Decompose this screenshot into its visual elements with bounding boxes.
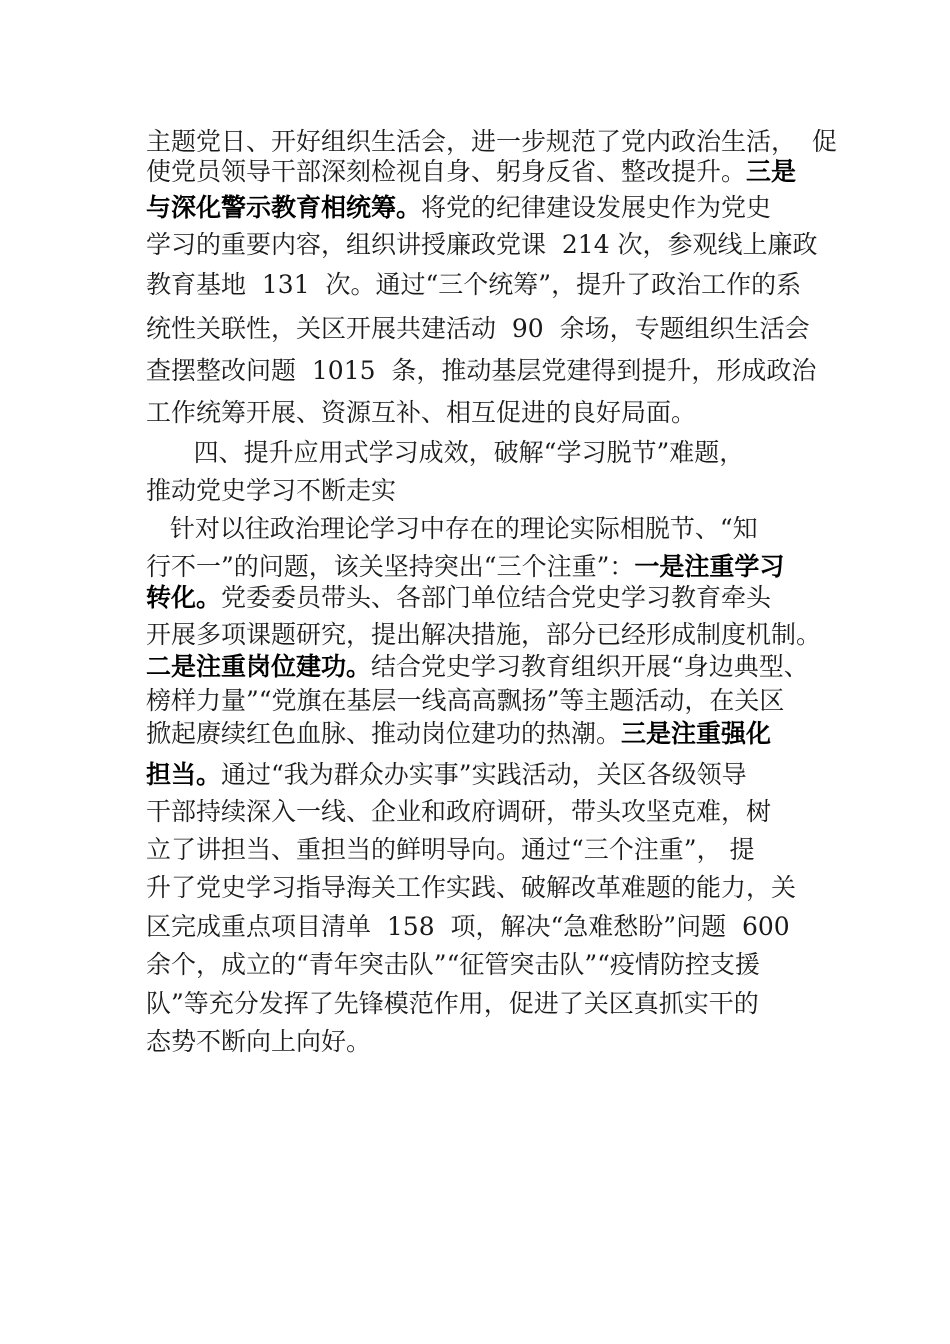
text-line [146,127,837,157]
text-line [146,398,696,428]
text-run: 结合党史学习教育组织开展“身边典型、 [371,652,809,681]
bold-run: 三是注重强化 [621,719,772,748]
text-run: 主题党日、开好组织生活会，进一步规范了党内政治生活， 促 [146,127,837,156]
text-run: 余个，成立的“青年突击队”“征管突击队”“疫情防控支援 [146,950,760,979]
text-run: 查摆整改问题 1015 条，推动基层党建得到提升，形成政治 [146,356,817,385]
text-line [146,989,759,1019]
section-heading-line [146,476,396,506]
text-line [146,314,810,344]
text-run: 针对以往政治理论学习中存在的理论实际相脱节、“知 [146,514,758,543]
text-run: 态势不断向上向好。 [146,1027,372,1056]
section-heading-line [146,438,744,468]
text-line [146,873,796,903]
text-run: 升了党史学习指导海关工作实践、破解改革难题的能力，关 [146,873,797,902]
text-line [146,620,821,650]
text-run: 掀起赓续红色血脉、推动岗位建功的热潮。 [146,719,622,748]
bold-run: 二是注重岗位建功。 [146,652,372,681]
text-run: 立了讲担当、重担当的鲜明导向。通过“三个注重”， 提 [146,835,755,864]
text-run: 将党的纪律建设发展史作为党史 [421,193,772,222]
text-line [146,912,790,942]
text-line [146,552,784,582]
text-run: 学习的重要内容，组织讲授廉政党课 214 次，参观线上廉政 [146,230,818,259]
bold-run: 担当。 [146,760,222,789]
text-run: 榜样力量”“党旗在基层一线高高飘扬”等主题活动，在关区 [146,686,785,715]
bold-run: 一是注重学习 [634,552,785,581]
text-line [146,1027,371,1057]
text-line [146,686,784,716]
text-line [146,270,801,300]
text-run: 区完成重点项目清单 158 项，解决“急难愁盼”问题 600 [146,912,790,941]
text-line [146,583,771,613]
text-line [146,652,809,682]
text-run: 统性关联性，关区开展共建活动 90 余场，专题组织生活会 [146,314,810,343]
text-run: 行不一”的问题，该关坚持突出“三个注重”： [146,552,635,581]
text-line [146,157,796,187]
text-run: 使党员领导干部深刻检视自身、躬身反省、整改提升。 [146,157,747,186]
text-run: 教育基地 131 次。通过“三个统筹”，提升了政治工作的系 [146,270,802,299]
text-line [146,193,771,223]
text-run: 开展多项课题研究，提出解决措施，部分已经形成制度机制。 [146,620,822,649]
text-line [146,514,758,544]
bold-run: 三是 [746,157,797,186]
text-run: 队”等充分发挥了先锋模范作用，促进了关区真抓实干的 [146,989,759,1018]
text-line [146,356,816,386]
text-run: 党委委员带头、各部门单位结合党史学习教育牵头 [221,583,772,612]
text-line [146,719,771,749]
section-heading-text: 推动党史学习不断走实 [146,476,397,505]
bold-run: 转化。 [146,583,222,612]
section-heading-text: 四、提升应用式学习成效，破解“学习脱节”难题， [146,438,745,467]
text-line [146,760,747,790]
text-line [146,230,818,260]
text-run: 工作统筹开展、资源互补、相互促进的良好局面。 [146,398,697,427]
text-line [146,797,771,827]
text-line [146,950,760,980]
text-run: 干部持续深入一线、企业和政府调研，带头攻坚克难，树 [146,797,772,826]
text-run: 通过“我为群众办实事”实践活动，关区各级领导 [221,760,747,789]
bold-run: 与深化警示教育相统筹。 [146,193,422,222]
text-line [146,835,755,865]
